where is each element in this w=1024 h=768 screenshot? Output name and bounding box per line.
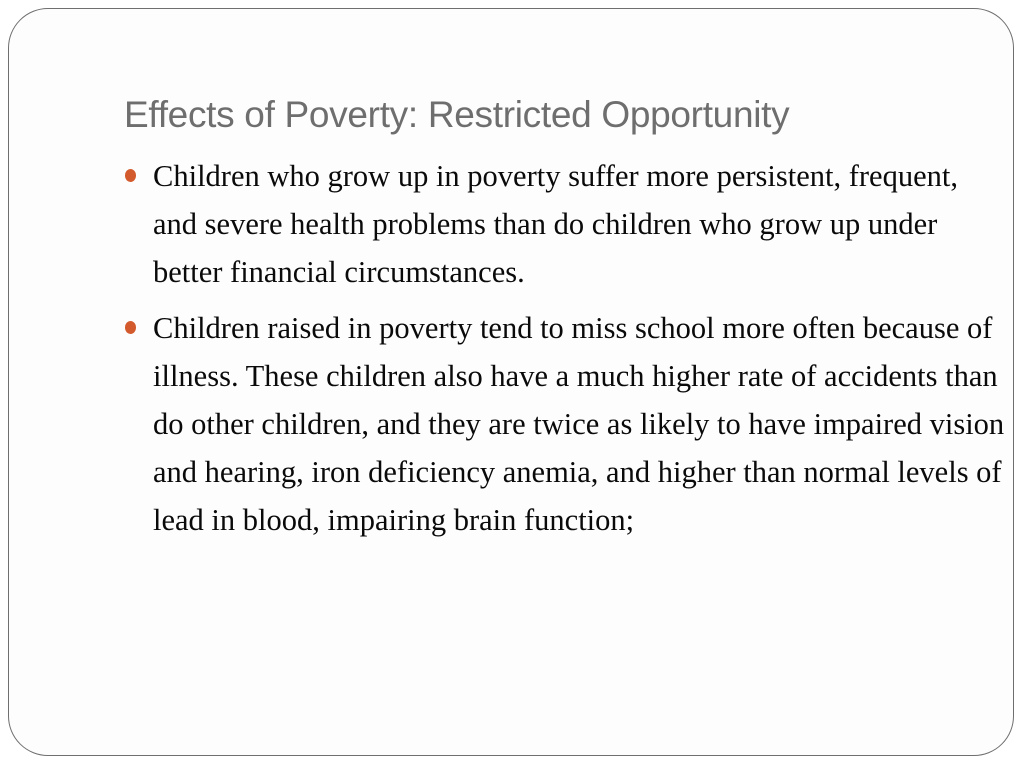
- slide-frame: [8, 8, 1014, 756]
- bullet-item: [125, 152, 1005, 296]
- slide-title: Effects of Poverty: Restricted Opportunity: [124, 94, 790, 135]
- bullet-text: Children raised in poverty tend to miss school more often because of illness. These children also have a much higher rate of accidents than do other children, and they are twice as likely to have impaired vision and hearing, iron deficiency anemia, and higher than normal levels of lead in blood, impairing brain function;: [153, 311, 1005, 537]
- bullet-dot-icon: [125, 321, 136, 334]
- bullet-dot-icon: [125, 169, 136, 182]
- bullet-text: Children who grow up in poverty suffer more persistent, frequent, and severe health problems than do children who grow up under better financial circumstances.: [153, 159, 958, 289]
- bullet-item: [125, 304, 1005, 544]
- bullet-list: [125, 152, 1005, 552]
